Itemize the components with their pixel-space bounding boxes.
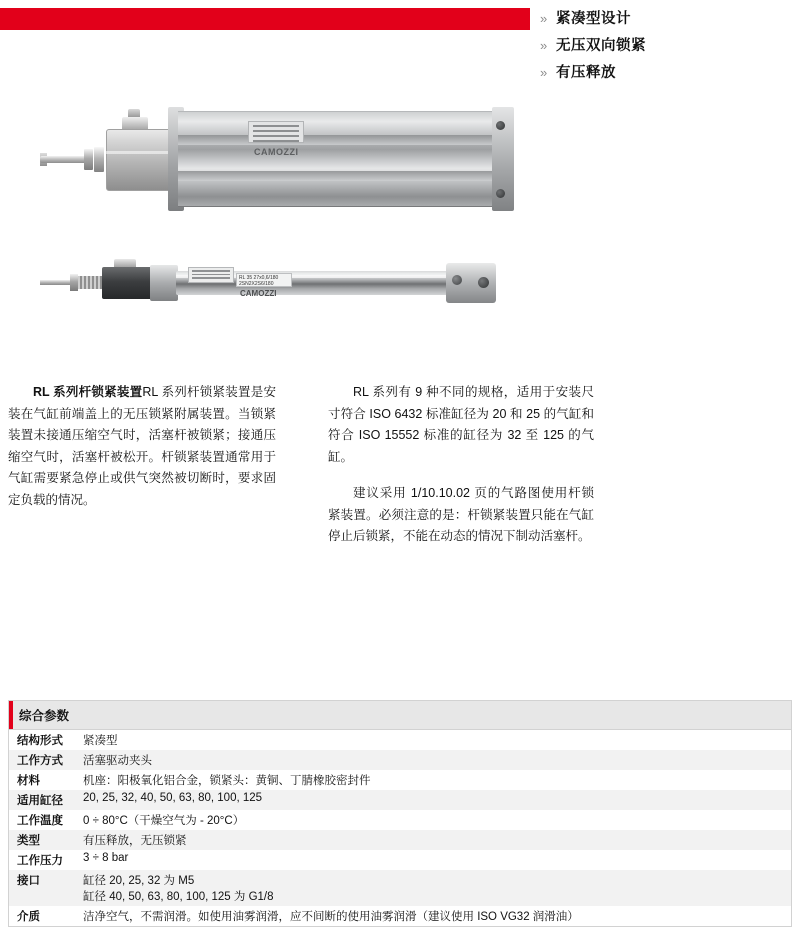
description-columns bbox=[0, 382, 800, 563]
mounting-hole bbox=[452, 275, 462, 285]
paragraph: 建议采用 1/10.10.02 页的气路图使用杆锁紧装置。必须注意的是：杆锁紧装置只能在气缸停止后锁紧，不能在动态的情况下制动活塞杆。 bbox=[328, 486, 594, 543]
rod-nut bbox=[94, 147, 104, 172]
row-key: 工作温度 bbox=[17, 815, 63, 827]
row-key: 结构形式 bbox=[17, 735, 63, 747]
description-right-column bbox=[328, 382, 594, 563]
feature-label: 无压双向锁紧 bbox=[556, 38, 646, 54]
rod-nut bbox=[70, 274, 78, 291]
paragraph bbox=[8, 382, 276, 511]
row-value-line: 机座：阳极氧化铝合金，锁紧头：黄铜、丁腈橡胶密封件 bbox=[83, 775, 371, 787]
row-key: 材料 bbox=[17, 775, 40, 787]
header-accent-bar bbox=[0, 8, 530, 30]
table-row bbox=[9, 906, 791, 926]
row-value-line: 3 ÷ 8 bar bbox=[83, 852, 129, 864]
specification-table-title: 综合参数 bbox=[9, 701, 791, 730]
table-row bbox=[9, 770, 791, 790]
row-value bbox=[77, 770, 791, 790]
row-key: 工作方式 bbox=[17, 755, 63, 767]
chevron-right-icon: » bbox=[540, 65, 548, 80]
row-value bbox=[77, 906, 791, 926]
row-key: 接口 bbox=[17, 875, 40, 887]
row-value-line: 紧凑型 bbox=[83, 735, 118, 747]
product-label-plate bbox=[248, 121, 304, 143]
table-row bbox=[9, 830, 791, 850]
feature-label: 有压释放 bbox=[556, 65, 616, 81]
description-left-column bbox=[8, 382, 276, 563]
cylinder-barrel bbox=[178, 111, 508, 207]
list-item bbox=[540, 37, 790, 55]
specification-table bbox=[8, 700, 792, 927]
row-value bbox=[77, 790, 791, 810]
row-key: 介质 bbox=[17, 911, 40, 923]
mounting-hole bbox=[496, 121, 505, 130]
row-value-line: 0 ÷ 80°C（干燥空气为 - 20°C） bbox=[83, 815, 245, 827]
row-value bbox=[77, 810, 791, 830]
row-value-line: 洁净空气，不需润滑。如使用油雾润滑，应不间断的使用油雾润滑（建议使用 ISO VG32 润滑油） bbox=[83, 911, 579, 923]
row-value bbox=[77, 830, 791, 850]
lead-in-bold: RL 系列杆锁紧装置 bbox=[33, 385, 143, 399]
list-item bbox=[540, 64, 790, 82]
table-row bbox=[9, 870, 791, 906]
front-collar bbox=[150, 265, 178, 301]
paragraph: RL 系列有 9 种不同的规格，适用于安装尺寸符合 ISO 6432 标准缸径为 20 和 25 的气缸和符合 ISO 15552 标准的缸径为 32 至 125 的气缸。 bbox=[328, 385, 594, 464]
table-row bbox=[9, 750, 791, 770]
barrel-groove bbox=[178, 171, 508, 181]
product-label-plate bbox=[188, 267, 234, 283]
row-value-line: 缸径 20, 25, 32 为 M5 bbox=[83, 875, 195, 887]
row-value bbox=[77, 850, 791, 870]
chevron-right-icon: » bbox=[540, 38, 548, 53]
row-key: 类型 bbox=[17, 835, 40, 847]
feature-list bbox=[540, 10, 790, 91]
list-item bbox=[540, 10, 790, 28]
paragraph-text: RL 系列杆锁紧装置是安装在气缸前端盖上的无压锁紧附属装置。当锁紧装置未接通压缩空气时，活塞杆被锁紧；接通压缩空气时，活塞杆被松开。杆锁紧装置通常用于气缸需要紧急停止或供气突然被切断时，要求固定负载的情况。 bbox=[8, 385, 276, 507]
piston-rod bbox=[40, 280, 74, 285]
row-value-line: 活塞驱动夹头 bbox=[83, 755, 152, 767]
table-row bbox=[9, 730, 791, 750]
row-key: 适用缸径 bbox=[17, 795, 63, 807]
row-value bbox=[77, 730, 791, 750]
rod-nut bbox=[84, 149, 93, 170]
table-row bbox=[9, 850, 791, 870]
feature-label: 紧凑型设计 bbox=[556, 11, 631, 27]
row-key: 工作压力 bbox=[17, 855, 63, 867]
product-images bbox=[0, 85, 560, 375]
row-value-line: 20, 25, 32, 40, 50, 63, 80, 100, 125 bbox=[83, 792, 263, 804]
row-value-line: 有压释放，无压锁紧 bbox=[83, 835, 187, 847]
chevron-right-icon: » bbox=[540, 11, 548, 26]
brand-label: CAMOZZI bbox=[254, 147, 299, 157]
row-value bbox=[77, 870, 791, 906]
mounting-hole bbox=[496, 189, 505, 198]
table-row bbox=[9, 810, 791, 830]
row-value bbox=[77, 750, 791, 770]
rod-lock-unit bbox=[102, 267, 152, 299]
piston-rod bbox=[40, 156, 86, 163]
row-value-line: 缸径 40, 50, 63, 80, 100, 125 为 G1/8 bbox=[83, 891, 274, 903]
mounting-hole bbox=[478, 277, 489, 288]
brand-label: CAMOZZI bbox=[240, 289, 277, 298]
table-row bbox=[9, 790, 791, 810]
rod-thread bbox=[78, 276, 104, 289]
product-label-text: RL 35 27x0,6/180 2SN2X2S6/180 bbox=[236, 273, 292, 287]
barrel-groove bbox=[178, 135, 508, 145]
